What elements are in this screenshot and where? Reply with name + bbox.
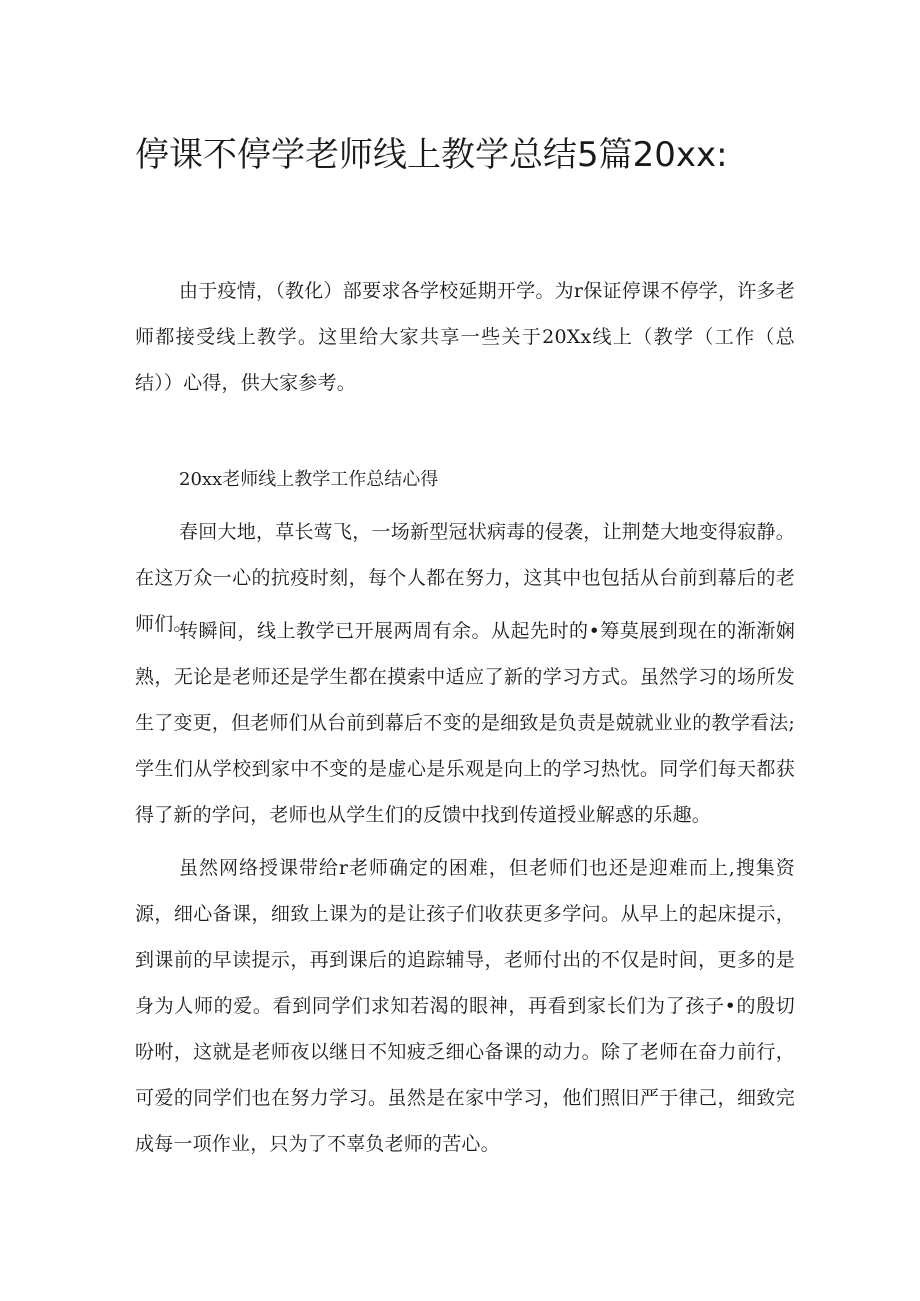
body-paragraph-2: 转瞬间，线上教学已开展两周有余。从起先时的•筹莫展到现在的渐渐娴熟，无论是老师还是学生都在摸索中适应了新的学习方式。虽然学习的场所发生了变更，但老师们从台前到幕后不变的是细致是负责是兢就业业的教学看法;学生们从学校到家中不变的是虚心是乐观是向上的学习热忱。同学们每天都获得了新的学问，老师也从学生们的反馈中找到传道授业解惑的乐趣。 <box>135 620 795 826</box>
intro-paragraph: 由于疫情，（教化）部要求各学校延期开学。为r保证停课不停学，许多老师都接受线上教学。这里给大家共享一些关于20Xx线上（教学（工作（总结））心得，供大家参考。 <box>135 280 795 394</box>
document-title: 停课不停学老师线上教学总结5篇20xx: <box>135 135 728 175</box>
body-paragraph-1: 春回大地，草长莺飞，一场新型冠状病毒的侵袭，让荆楚大地变得寂静。在这万众一心的抗疫时刻，每个人都在努力，这其中也包括从台前到幕后的老师们。 <box>135 521 795 635</box>
section-heading: 20xx老师线上教学工作总结心得 <box>179 469 439 490</box>
body-paragraph-3: 虽然网络授课带给r老师确定的困难，但老师们也还是迎难而上,搜集资源，细心备课，细致上课为的是让孩子们收获更多学问。从早上的起床提示，到课前的早读提示，再到课后的追踪辅导，老师付出的不仅是时间，更多的是身为人师的爱。看到同学们求知若渴的眼神，再看到家长们为了孩子•的殷切吩咐，这就是老师夜以继日不知疲乏细心备课的动力。除了老师在奋力前行，可爱的同学们也在努力学习。虽然是在家中学习，他们照旧严于律己，细致完成每一项作业，只为了不辜负老师的苦心。 <box>135 857 795 1155</box>
